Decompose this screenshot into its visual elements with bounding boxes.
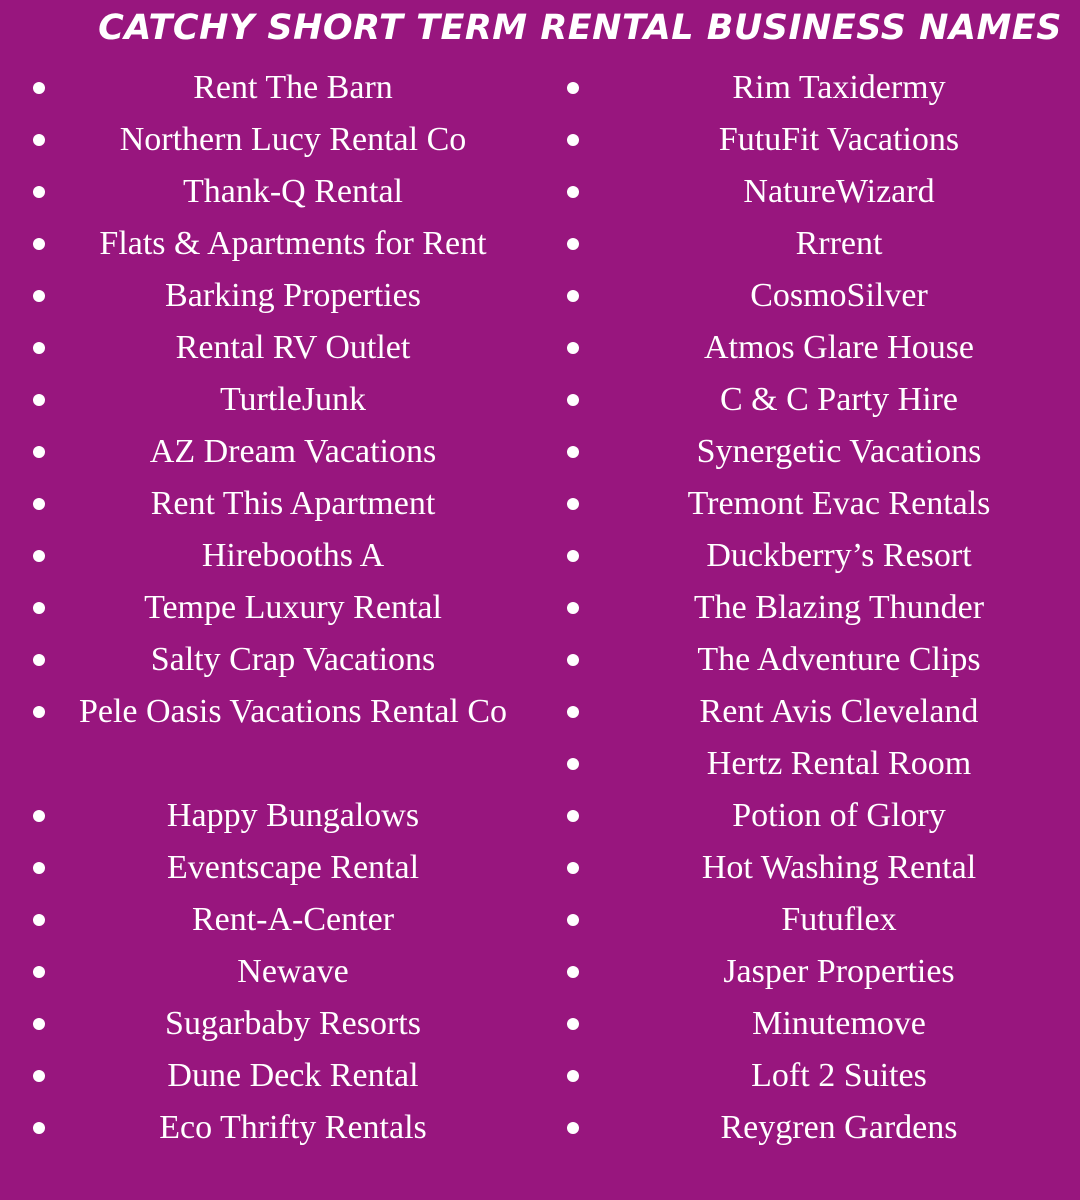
list-item: [0, 998, 560, 1050]
list-item-label: Northern Lucy Rental Co: [119, 121, 467, 158]
list-item-label: C & C Party Hire: [720, 381, 958, 418]
list-item: [545, 426, 1080, 478]
list-item-label: Rent The Barn: [193, 69, 393, 106]
list-item-label: Pele Oasis Vacations Rental Co: [78, 693, 508, 730]
left-name-list: [0, 62, 560, 1154]
list-item-label: NatureWizard: [743, 173, 935, 210]
list-item-label: Rent This Apartment: [150, 485, 436, 522]
list-item: [0, 270, 560, 322]
list-item-label: The Blazing Thunder: [693, 589, 985, 626]
list-item: [545, 530, 1080, 582]
list-item: [545, 1102, 1080, 1154]
list-item-label: Tremont Evac Rentals: [687, 485, 991, 522]
list-item: [545, 114, 1080, 166]
bullet-icon: [567, 446, 579, 458]
list-item: [0, 166, 560, 218]
list-item-label: Rent Avis Cleveland: [699, 693, 979, 730]
list-item: [545, 946, 1080, 998]
list-item-label: AZ Dream Vacations: [149, 433, 437, 470]
list-item: [0, 894, 560, 946]
bullet-icon: [567, 706, 579, 718]
list-item: [0, 530, 560, 582]
bullet-icon: [33, 342, 45, 354]
bullet-icon: [33, 498, 45, 510]
list-item-label: Flats & Apartments for Rent: [99, 225, 487, 262]
bullet-icon: [33, 1070, 45, 1082]
list-item: [0, 374, 560, 426]
list-item: [545, 374, 1080, 426]
list-item: [545, 738, 1080, 790]
bullet-icon: [33, 82, 45, 94]
list-item: [545, 166, 1080, 218]
bullet-icon: [33, 394, 45, 406]
list-item: [545, 842, 1080, 894]
list-item-label: Thank-Q Rental: [183, 173, 403, 210]
list-item: [545, 790, 1080, 842]
list-item: [0, 686, 560, 790]
bullet-icon: [567, 134, 579, 146]
bullet-icon: [33, 446, 45, 458]
list-item-label: Hertz Rental Room: [706, 745, 972, 782]
list-item-label: Potion of Glory: [732, 797, 946, 834]
list-item-label: Duckberry’s Resort: [706, 537, 972, 574]
list-item-label: Hot Washing Rental: [701, 849, 977, 886]
bullet-icon: [567, 1070, 579, 1082]
list-item-label: Synergetic Vacations: [696, 433, 982, 470]
list-item: [0, 1050, 560, 1102]
bullet-icon: [567, 862, 579, 874]
list-item: [0, 62, 560, 114]
bullet-icon: [33, 550, 45, 562]
bullet-icon: [567, 342, 579, 354]
list-item: [0, 582, 560, 634]
list-item: [0, 322, 560, 374]
list-item: [0, 218, 560, 270]
list-item: [0, 114, 560, 166]
list-item: [545, 478, 1080, 530]
list-item: [545, 582, 1080, 634]
bullet-icon: [567, 238, 579, 250]
list-item-label: Eventscape Rental: [166, 849, 420, 886]
bullet-icon: [567, 602, 579, 614]
list-item: [0, 790, 560, 842]
list-item-label: Hirebooths A: [201, 537, 385, 574]
list-item-label: Minutemove: [752, 1005, 926, 1042]
list-item-label: Dune Deck Rental: [167, 1057, 419, 1094]
page-title: CATCHY SHORT TERM RENTAL BUSINESS NAMES: [98, 8, 1062, 48]
bullet-icon: [567, 1122, 579, 1134]
list-item-label: The Adventure Clips: [697, 641, 981, 678]
list-item-label: CosmoSilver: [750, 277, 928, 314]
bullet-icon: [567, 758, 579, 770]
list-item: [0, 1102, 560, 1154]
list-item: [0, 946, 560, 998]
list-item-label: Barking Properties: [165, 277, 421, 314]
list-item-label: Reygren Gardens: [720, 1109, 958, 1146]
bullet-icon: [33, 706, 45, 718]
list-item: [545, 894, 1080, 946]
bullet-icon: [33, 186, 45, 198]
list-item-label: Rrrent: [795, 225, 883, 262]
list-item-label: Jasper Properties: [723, 953, 955, 990]
bullet-icon: [567, 914, 579, 926]
bullet-icon: [33, 810, 45, 822]
list-item-label: TurtleJunk: [219, 381, 367, 418]
list-item: [545, 218, 1080, 270]
list-item-label: Rent-A-Center: [191, 901, 395, 938]
list-item: [545, 998, 1080, 1050]
list-item: [0, 426, 560, 478]
list-item: [0, 634, 560, 686]
bullet-icon: [567, 966, 579, 978]
bullet-icon: [567, 810, 579, 822]
bullet-icon: [33, 134, 45, 146]
bullet-icon: [567, 186, 579, 198]
bullet-icon: [567, 550, 579, 562]
list-item-label: Happy Bungalows: [166, 797, 420, 834]
list-item-label: Rim Taxidermy: [732, 69, 946, 106]
bullet-icon: [33, 914, 45, 926]
bullet-icon: [33, 1018, 45, 1030]
bullet-icon: [567, 394, 579, 406]
bullet-icon: [33, 238, 45, 250]
list-item-label: Rental RV Outlet: [175, 329, 411, 366]
bullet-icon: [33, 862, 45, 874]
bullet-icon: [33, 290, 45, 302]
list-item-label: Sugarbaby Resorts: [165, 1005, 421, 1042]
bullet-icon: [567, 498, 579, 510]
list-item-label: Tempe Luxury Rental: [144, 589, 442, 626]
list-item-label: Salty Crap Vacations: [150, 641, 436, 678]
bullet-icon: [567, 290, 579, 302]
list-item: [545, 270, 1080, 322]
list-item: [0, 478, 560, 530]
bullet-icon: [33, 1122, 45, 1134]
list-item: [545, 322, 1080, 374]
list-item: [545, 62, 1080, 114]
list-item-label: Futuflex: [781, 901, 897, 938]
right-name-list: [545, 62, 1080, 1154]
bullet-icon: [33, 602, 45, 614]
bullet-icon: [33, 654, 45, 666]
list-item: [0, 842, 560, 894]
list-item-label: Newave: [237, 953, 349, 990]
bullet-icon: [567, 654, 579, 666]
bullet-icon: [567, 1018, 579, 1030]
list-item-label: Eco Thrifty Rentals: [159, 1109, 427, 1146]
list-item: [545, 1050, 1080, 1102]
list-item: [545, 634, 1080, 686]
list-item-label: Atmos Glare House: [703, 329, 975, 366]
list-item: [545, 686, 1080, 738]
bullet-icon: [33, 966, 45, 978]
list-item-label: FutuFit Vacations: [718, 121, 960, 158]
list-item-label: Loft 2 Suites: [751, 1057, 927, 1094]
bullet-icon: [567, 82, 579, 94]
